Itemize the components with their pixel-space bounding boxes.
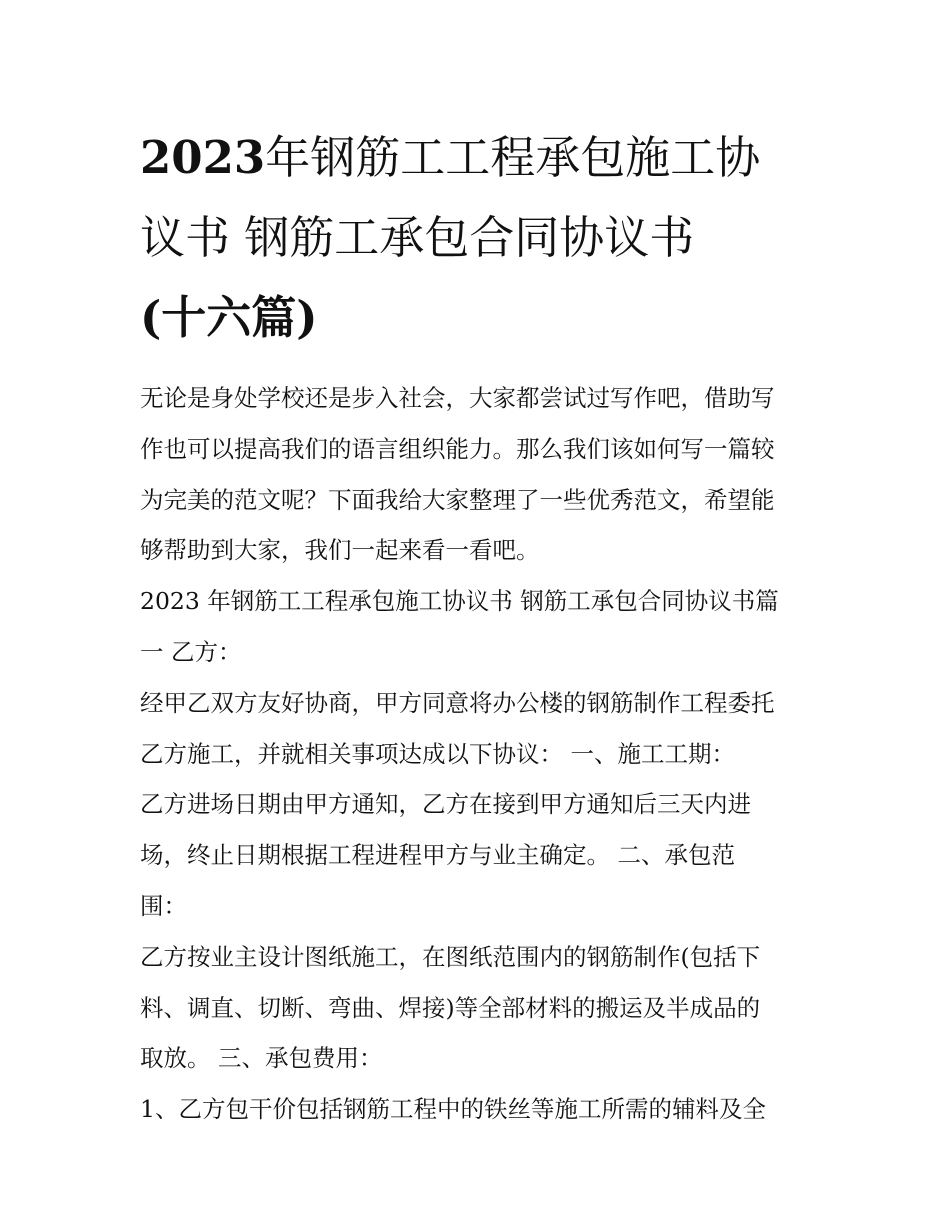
paragraph-line: 为完美的范文呢？下面我给大家整理了一些优秀范文，希望能 xyxy=(140,485,775,514)
document-content xyxy=(140,118,812,1135)
paragraph-line: 场，终止日期根据工程进程甲方与业主确定。 二、承包范 xyxy=(140,841,735,870)
title-line-2: 议书 钢筋工承包合同协议书 xyxy=(140,211,695,264)
title-year: 2023 xyxy=(140,131,266,184)
paragraph-line: 无论是身处学校还是步入社会，大家都尝试过写作吧，借助写 xyxy=(140,384,775,412)
paragraph-line: 乙方按业主设计图纸施工，在图纸范围内的钢筋制作(包括下 xyxy=(140,942,761,971)
paragraph-line: 乙方施工，并就相关事项达成以下协议： 一、施工工期： xyxy=(140,739,735,768)
paragraph-line: 2023 年钢筋工工程承包施工协议书 钢筋工承包合同协议书篇 xyxy=(140,587,779,616)
title-line-1-text: 年钢筋工工程承包施工协 xyxy=(265,131,761,184)
document-title xyxy=(140,118,812,358)
paragraph-line: 够帮助到大家，我们一起来看一看吧。 xyxy=(140,536,540,565)
paragraph-line: 围： xyxy=(140,891,187,920)
paragraph-line: 一 乙方： xyxy=(140,637,242,666)
paragraph-line: 作也可以提高我们的语言组织能力。那么我们该如何写一篇较 xyxy=(140,434,775,463)
title-line-1 xyxy=(140,131,760,184)
paragraph-line: 料、调直、切断、弯曲、焊接)等全部材料的搬运及半成品的 xyxy=(140,993,761,1022)
paragraph-line: 取放。 三、承包费用： xyxy=(140,1044,383,1073)
title-line-3: (十六篇) xyxy=(140,291,318,344)
paragraph-line: 1、乙方包干价包括钢筋工程中的铁丝等施工所需的辅料及全 xyxy=(140,1095,766,1124)
paragraph-line: 经甲乙双方友好协商，甲方同意将办公楼的钢筋制作工程委托 xyxy=(140,688,775,717)
paragraph-line: 乙方进场日期由甲方通知，乙方在接到甲方通知后三天内进 xyxy=(140,790,751,819)
